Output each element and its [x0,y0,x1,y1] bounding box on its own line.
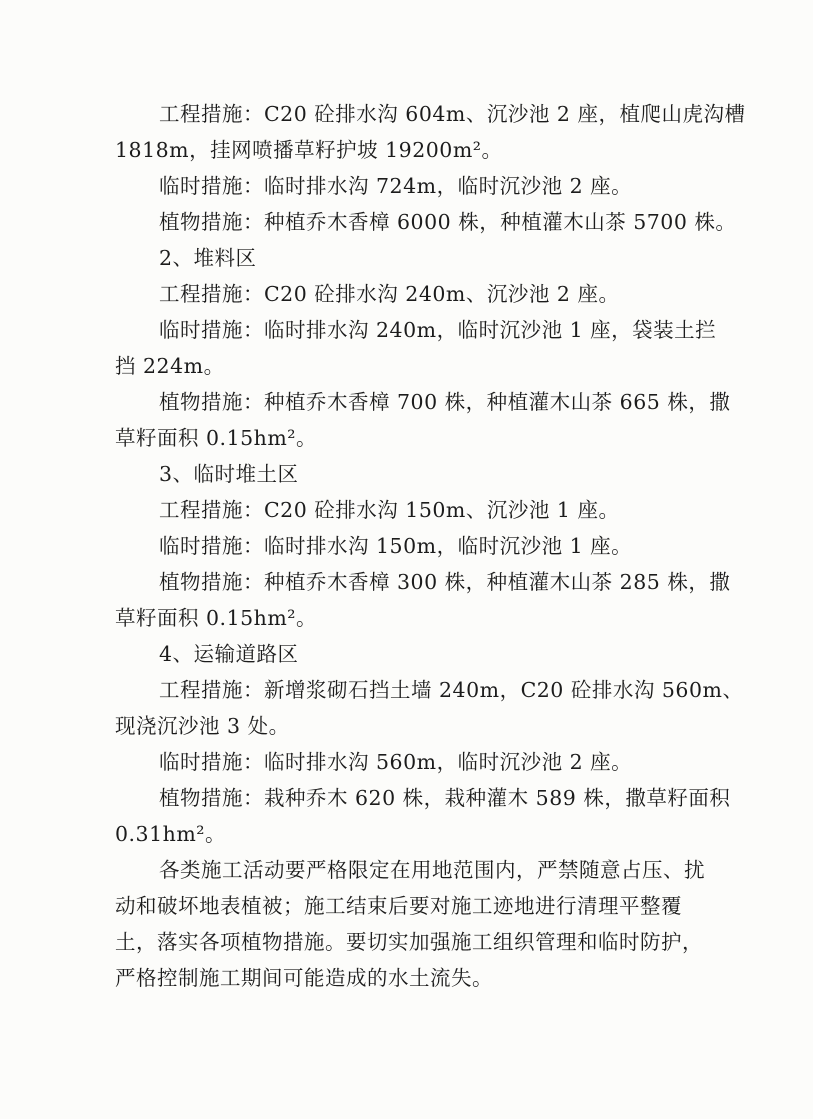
text-line: 各类施工活动要严格限定在用地范围内，严禁随意占压、扰 [159,858,705,882]
text-line: 土，落实各项植物措施。要切实加强施工组织管理和临时防护， [115,930,703,954]
text-line: 工程措施：新增浆砌石挡土墙 240m，C20 砼排水沟 560m、 [159,678,744,702]
paragraph-plant-measures-1 [115,204,737,240]
text-line: 植物措施：种植乔木香樟 300 株，种植灌木山茶 285 株，撒 [159,570,731,594]
text-line: 现浇沉沙池 3 处。 [115,714,290,738]
paragraph-construction-measures-4 [115,672,744,744]
text-line: 1818m，挂网喷播草籽护坡 19200m²。 [115,138,503,162]
text-line: 草籽面积 0.15hm²。 [115,606,318,630]
text-line: 严格控制施工期间可能造成的水土流失。 [115,966,493,990]
paragraph-construction-measures-2 [115,276,720,312]
text-line: 0.31hm²。 [115,822,227,846]
section-heading: 4、运输道路区 [159,642,299,666]
paragraph-plant-measures-3 [115,564,731,636]
text-line: 草籽面积 0.15hm²。 [115,426,318,450]
section-heading-temporary-soil-area [115,456,720,492]
paragraph-construction-measures-1 [115,96,746,168]
section-heading: 2、堆料区 [159,246,257,270]
paragraph-construction-requirements [115,852,720,996]
text-line: 植物措施：栽种乔木 620 株，栽种灌木 589 株，撒草籽面积 [159,786,731,810]
text-line: 工程措施：C20 砼排水沟 240m、沉沙池 2 座。 [159,282,620,306]
text-line: 植物措施：种植乔木香樟 700 株，种植灌木山茶 665 株，撒 [159,390,731,414]
text-line: 临时措施：临时排水沟 724m，临时沉沙池 2 座。 [159,174,633,198]
text-line: 临时措施：临时排水沟 560m，临时沉沙池 2 座。 [159,750,633,774]
paragraph-temporary-measures-4 [115,744,720,780]
text-line: 动和破坏地表植被；施工结束后要对施工迹地进行清理平整覆 [115,894,682,918]
text-line: 植物措施：种植乔木香樟 6000 株，种植灌木山茶 5700 株。 [159,210,737,234]
text-line: 临时措施：临时排水沟 150m，临时沉沙池 1 座。 [159,534,633,558]
text-line: 工程措施：C20 砼排水沟 150m、沉沙池 1 座。 [159,498,620,522]
paragraph-temporary-measures-2 [115,312,720,384]
section-heading-transport-road-area [115,636,720,672]
text-line: 挡 224m。 [115,354,225,378]
paragraph-plant-measures-2 [115,384,731,456]
paragraph-construction-measures-3 [115,492,720,528]
document-body [115,96,746,996]
paragraph-plant-measures-4 [115,780,731,852]
paragraph-temporary-measures-3 [115,528,720,564]
section-heading-stockpile-area [115,240,720,276]
text-line: 临时措施：临时排水沟 240m，临时沉沙池 1 座，袋装土拦 [159,318,717,342]
paragraph-temporary-measures-1 [115,168,720,204]
text-line: 工程措施：C20 砼排水沟 604m、沉沙池 2 座，植爬山虎沟槽 [159,102,746,126]
section-heading: 3、临时堆土区 [159,462,299,486]
